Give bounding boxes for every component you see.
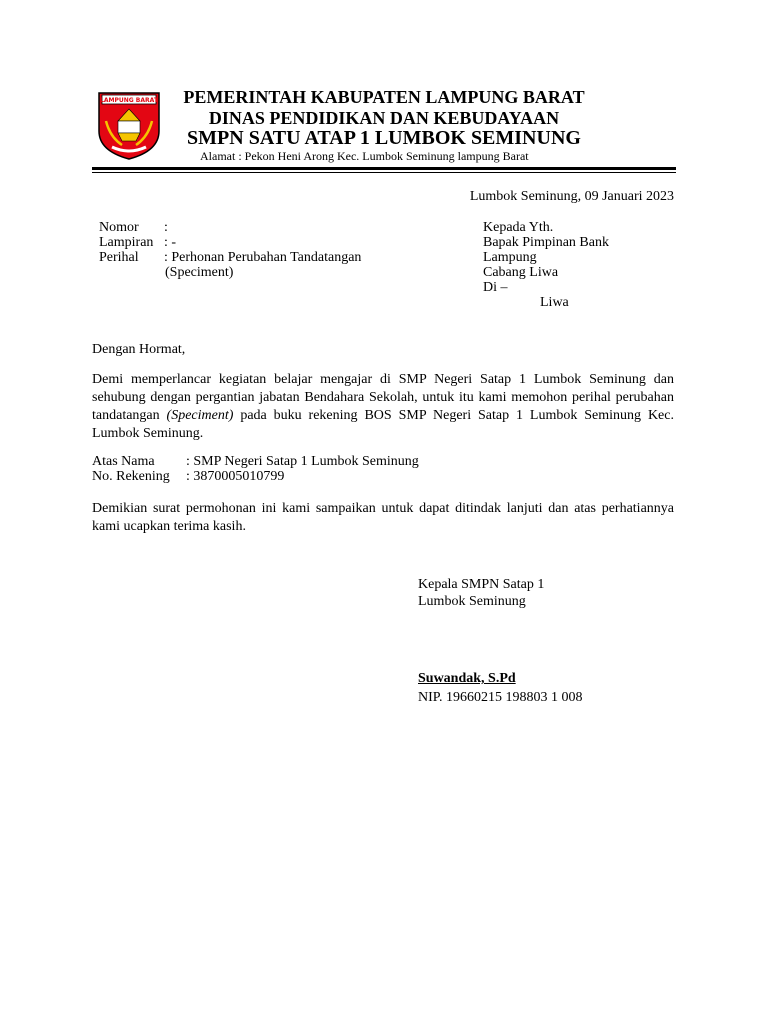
- recipient-line: Kepada Yth.: [483, 220, 554, 235]
- letterhead-divider: [92, 167, 676, 170]
- para1-text-start: Demi memperlancar kegiatan belajar mengajar di SMP Negeri Satap 1 Lumbok Seminung dan sehubung dengan pergantian jabatan Bendahara Sekolah, untuk itu kami memohon perihal perubahan tandatangan: [92, 372, 674, 423]
- school-logo: [96, 91, 162, 161]
- account-value: : SMP Negeri Satap 1 Lumbok Seminung: [186, 454, 419, 469]
- meta-label: Nomor: [99, 220, 139, 235]
- letterhead-school: SMPN SATU ATAP 1 LUMBOK SEMINUNG: [187, 127, 581, 149]
- greeting: Dengan Hormat,: [92, 342, 186, 357]
- signature-position-line1: Kepala SMPN Satap 1: [418, 577, 545, 592]
- recipient-line: Cabang Liwa: [483, 265, 559, 280]
- logo-text: LAMPUNG BARAT: [100, 97, 158, 104]
- para1-text-end: pada buku rekening BOS SMP Negeri Satap 1 Lumbok Seminung Kec. Lumbok Seminung.: [92, 408, 674, 441]
- meta-label: Perihal: [99, 250, 139, 265]
- body-paragraph-1: [92, 371, 674, 443]
- letterhead-government: PEMERINTAH KABUPATEN LAMPUNG BARAT: [183, 87, 585, 107]
- meta-label: Lampiran: [99, 235, 154, 250]
- meta-value: (Speciment): [165, 265, 234, 280]
- signature-position: [418, 577, 544, 611]
- body-paragraph-2: Demikian surat permohonan ini kami sampaikan untuk dapat ditindak lanjuti dan atas perhatiannya kami ucapkan terima kasih.: [92, 501, 674, 534]
- para1-italic: (Speciment): [166, 408, 234, 423]
- signer-name: Suwandak, S.Pd: [418, 671, 516, 686]
- recipient-line: Lampung: [483, 250, 537, 265]
- recipient-block: [483, 220, 609, 310]
- meta-value: : -: [164, 235, 177, 250]
- signer-nip: NIP. 19660215 198803 1 008: [418, 690, 583, 705]
- account-label: Atas Nama: [92, 454, 155, 469]
- letter-date: Lumbok Seminung, 09 Januari 2023: [469, 189, 674, 204]
- recipient-line: Di –: [483, 280, 508, 295]
- signature-position-line2: Lumbok Seminung: [418, 594, 526, 609]
- meta-value: : Perhonan Perubahan Tandatangan: [164, 250, 362, 265]
- account-label: No. Rekening: [92, 469, 170, 484]
- recipient-city: Liwa: [540, 295, 569, 310]
- letterhead-department: DINAS PENDIDIKAN DAN KEBUDAYAAN: [208, 108, 560, 128]
- letterhead-address: Alamat : Pekon Heni Arong Kec. Lumbok Seminung lampung Barat: [200, 149, 529, 163]
- account-value: : 3870005010799: [186, 469, 285, 484]
- letterhead-divider-thin: [92, 172, 676, 173]
- recipient-line: Bapak Pimpinan Bank: [483, 235, 609, 250]
- meta-value: :: [164, 220, 168, 235]
